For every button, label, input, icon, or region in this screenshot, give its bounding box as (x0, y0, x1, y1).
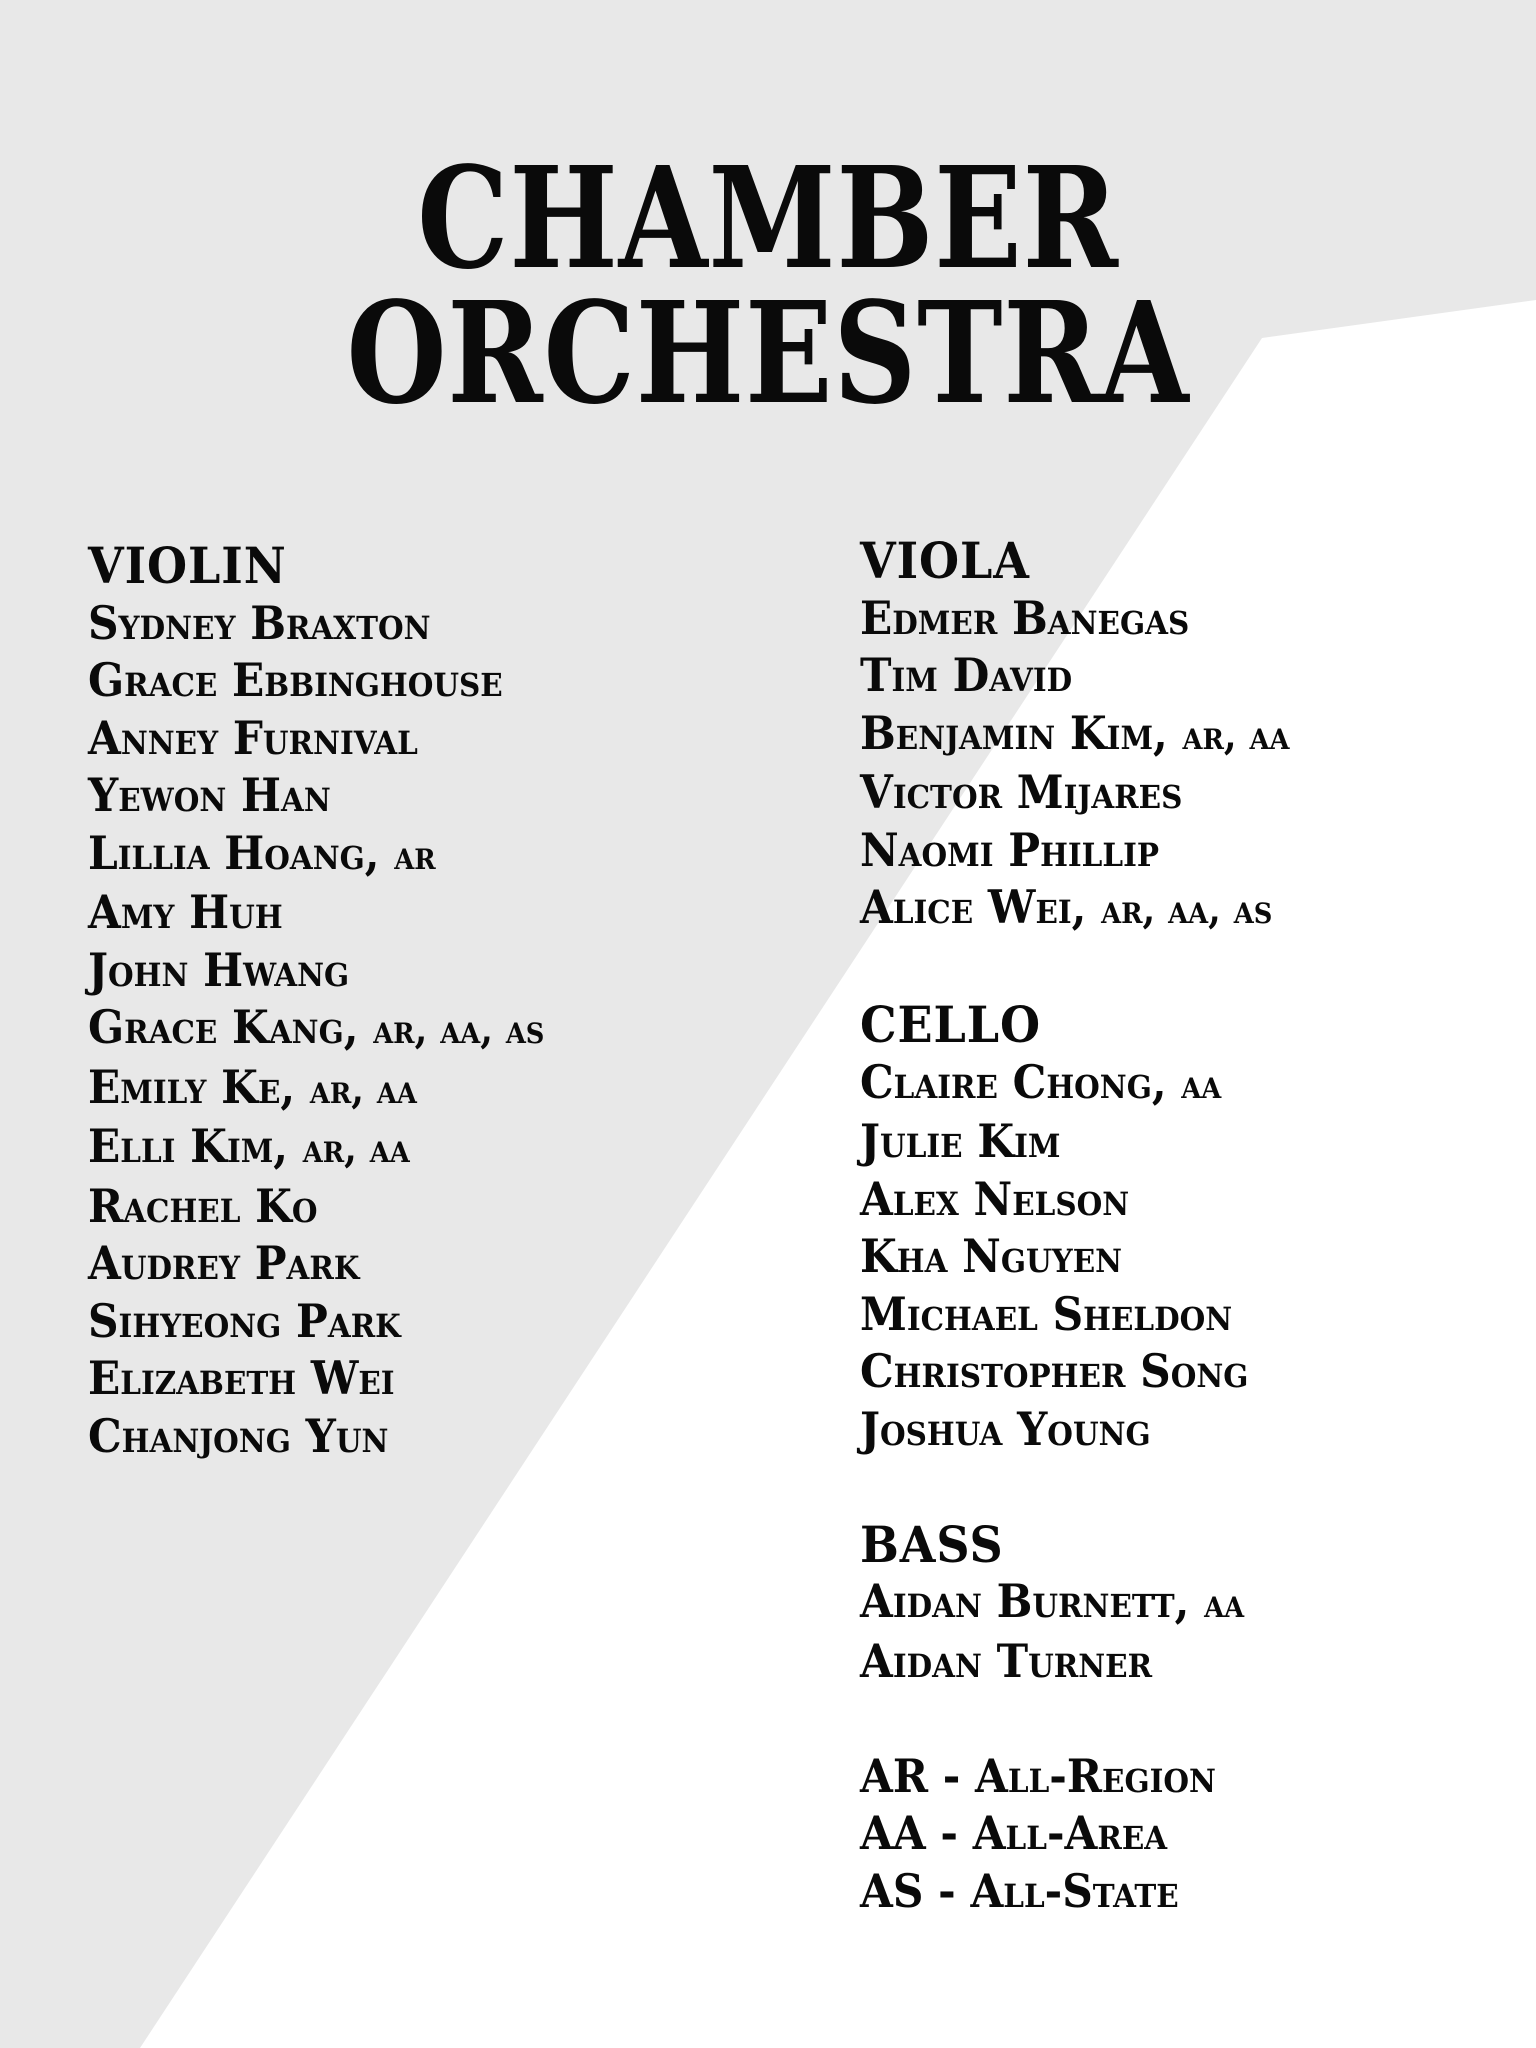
member-name: Alex Nelson (860, 1171, 1130, 1226)
viola-section (860, 532, 1289, 939)
member-row (860, 1054, 1289, 1114)
member-name: Christopher Song (860, 1344, 1249, 1398)
member-name: Benjamin Kim, (860, 705, 1168, 760)
member-row (860, 590, 1289, 648)
member-row (860, 1286, 1289, 1344)
member-row (88, 595, 544, 653)
member-name: Anney Furnival (88, 710, 418, 765)
member-name: Amy Huh (88, 885, 283, 939)
legend-abbreviation: AR (860, 1748, 929, 1803)
member-name: Edmer Banegas (860, 590, 1190, 645)
member-honors: ar, aa, as (373, 1006, 545, 1053)
legend-abbreviation: AS (860, 1863, 924, 1918)
member-row (860, 1573, 1289, 1633)
member-name: Lillia Hoang, (88, 825, 380, 880)
legend-row (860, 1748, 1289, 1806)
honors-legend (860, 1748, 1289, 1921)
member-row (860, 764, 1289, 822)
violin-heading: VIOLIN (88, 536, 287, 595)
member-name: Michael Sheldon (860, 1286, 1233, 1341)
member-row (88, 1350, 544, 1408)
member-name: John Hwang (88, 942, 350, 997)
member-row (860, 1113, 1289, 1171)
member-row (88, 825, 544, 885)
cello-heading: CELLO (860, 995, 1042, 1054)
member-row (88, 1059, 544, 1119)
member-row (88, 652, 544, 710)
member-name: Victor Mijares (860, 765, 1183, 819)
member-row (860, 879, 1289, 939)
member-row (88, 1235, 544, 1293)
member-name: Claire Chong, (860, 1054, 1167, 1109)
member-row (88, 767, 544, 825)
member-name: Aidan Burnett, (860, 1574, 1190, 1628)
member-name: Yewon Han (88, 768, 331, 822)
bass-member-list (860, 1573, 1289, 1690)
member-row (860, 705, 1289, 765)
member-honors: ar, aa (1182, 711, 1290, 759)
member-name: Kha Nguyen (860, 1229, 1123, 1283)
member-honors: ar (394, 831, 436, 879)
member-row (88, 999, 544, 1059)
member-name: Sihyeong Park (88, 1293, 401, 1348)
member-honors: ar, aa (309, 1065, 417, 1113)
member-name: Grace Ebbinghouse (88, 653, 503, 707)
member-row (860, 1633, 1289, 1691)
member-name: Naomi Phillip (860, 822, 1159, 877)
member-row (88, 1293, 544, 1351)
member-honors: aa (1181, 1060, 1222, 1108)
legend-abbreviation: AA (860, 1806, 926, 1860)
member-row (88, 1408, 544, 1466)
member-name: Rachel Ko (88, 1178, 318, 1233)
member-name: Julie Kim (860, 1114, 1061, 1168)
member-row (860, 1401, 1289, 1459)
member-honors: ar, aa, as (1101, 886, 1273, 933)
member-name: Grace Kang, (88, 1000, 359, 1054)
title-line-2: ORCHESTRA (346, 272, 1190, 436)
member-name: Joshua Young (860, 1401, 1151, 1456)
title-line-1: CHAMBER (417, 137, 1119, 301)
member-row (88, 710, 544, 768)
legend-meaning: - All-Area (940, 1806, 1168, 1860)
member-row (860, 647, 1289, 705)
member-row (860, 1171, 1289, 1229)
member-name: Chanjong Yun (88, 1408, 389, 1463)
violin-column (88, 537, 544, 1465)
cello-section (860, 996, 1289, 1458)
bass-section (860, 1516, 1289, 1691)
member-row (88, 1178, 544, 1236)
cello-member-list (860, 1054, 1289, 1459)
member-row (88, 1118, 544, 1178)
viola-heading: VIOLA (860, 531, 1030, 590)
member-name: Audrey Park (88, 1236, 360, 1290)
member-name: Elli Kim, (88, 1119, 289, 1173)
viola-member-list (860, 590, 1289, 939)
member-name: Sydney Braxton (88, 595, 431, 650)
member-name: Elizabeth Wei (88, 1351, 395, 1405)
legend-row (860, 1805, 1289, 1863)
legend-meaning: - All-Region (942, 1748, 1216, 1803)
violin-member-list (88, 595, 544, 1466)
page-title (138, 137, 1398, 436)
member-row (88, 884, 544, 942)
member-row (88, 942, 544, 1000)
member-row (860, 1343, 1289, 1401)
legend-meaning: - All-State (938, 1863, 1179, 1918)
member-honors: aa (1204, 1580, 1245, 1627)
legend-row (860, 1863, 1289, 1921)
member-name: Tim David (860, 648, 1073, 702)
member-name: Aidan Turner (860, 1633, 1153, 1688)
member-name: Alice Wei, (860, 880, 1087, 934)
right-column (860, 532, 1289, 1920)
violin-section (88, 537, 544, 1465)
member-row (860, 822, 1289, 880)
member-name: Emily Ke, (88, 1059, 296, 1114)
member-row (860, 1228, 1289, 1286)
member-honors: ar, aa (302, 1125, 410, 1172)
bass-heading: BASS (860, 1514, 1004, 1574)
